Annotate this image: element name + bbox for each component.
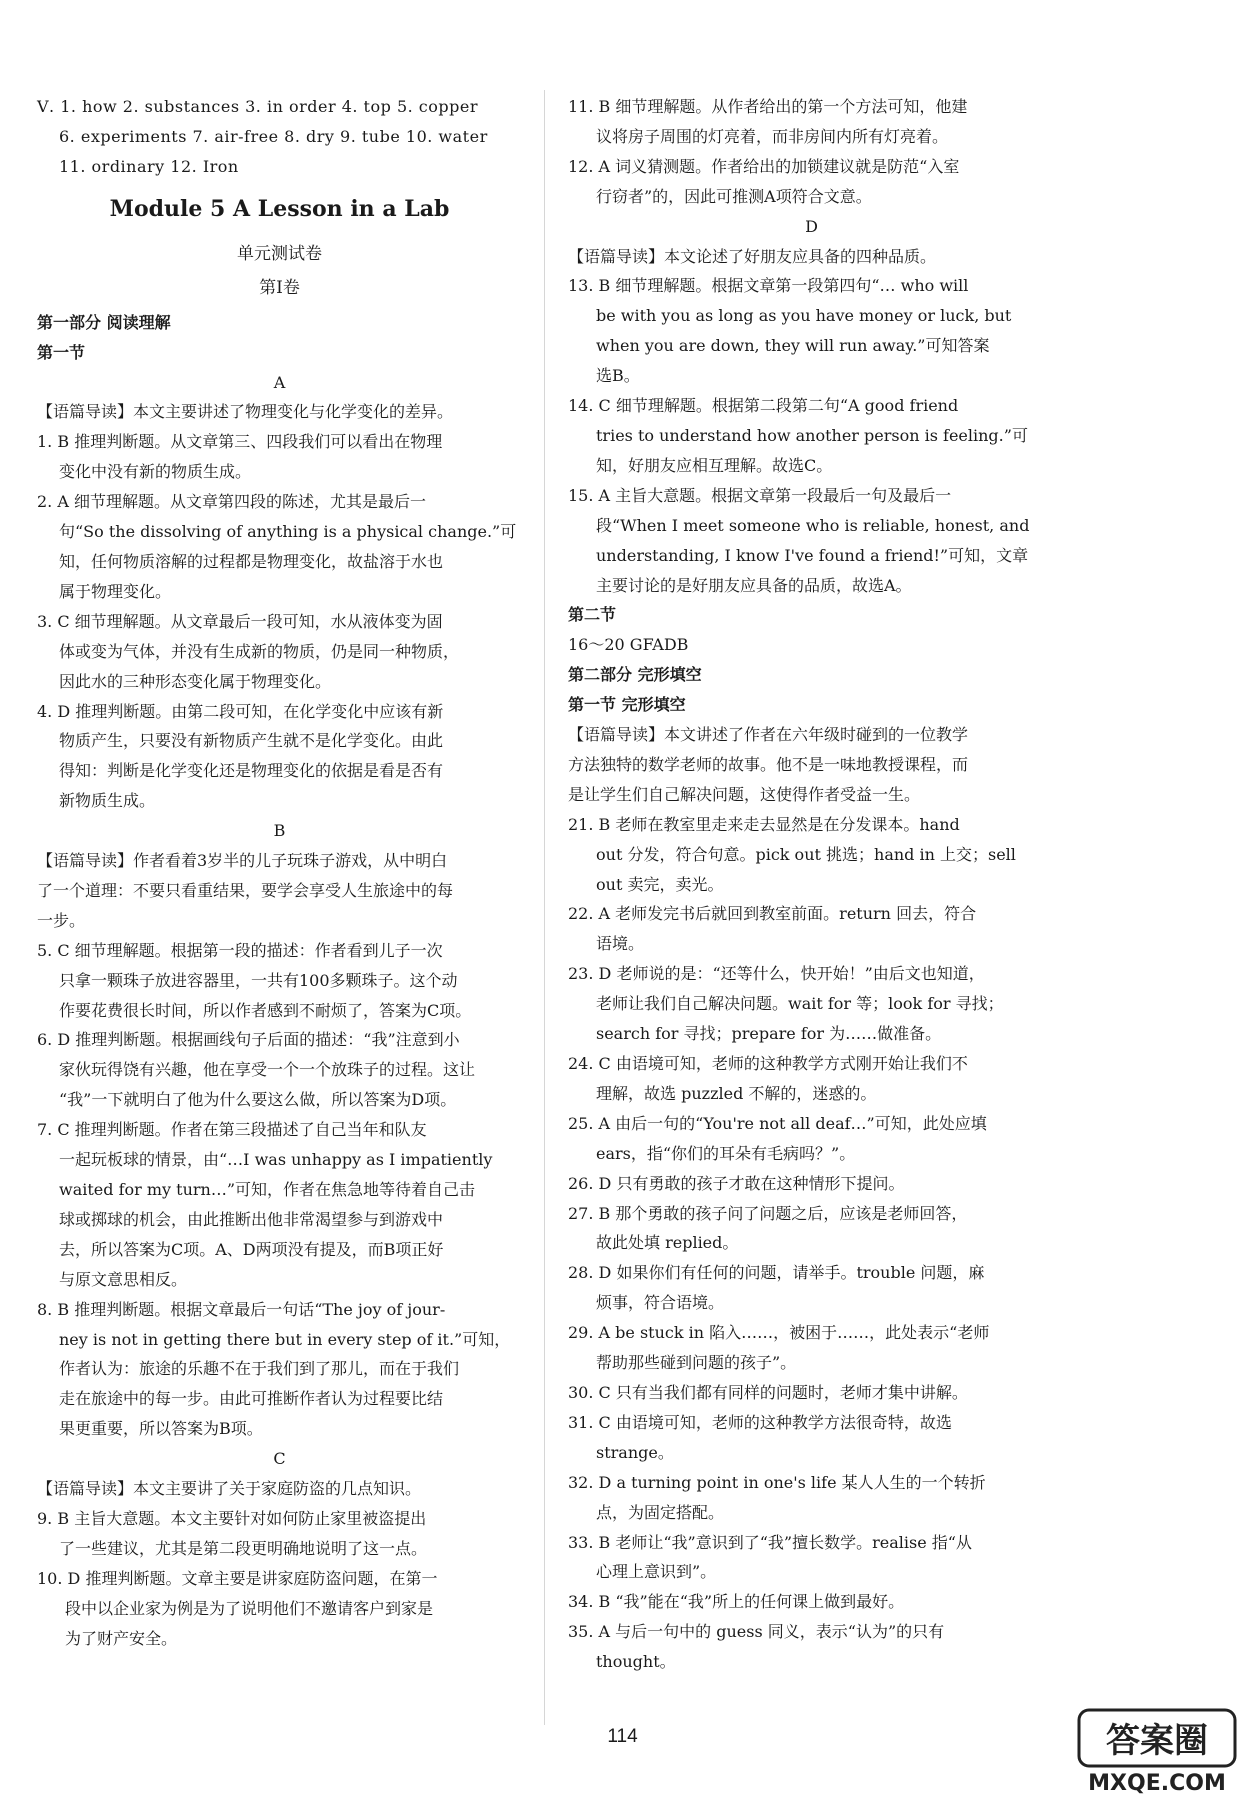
text-line: 烦事，符合语境。 — [596, 1293, 725, 1313]
text-line: 段中以企业家为例是为了说明他们不邀请客户到家是 — [65, 1598, 434, 1618]
text-line: 22. A 老师发完书后就回到教室前面。return 回去，符合 — [568, 904, 977, 924]
text-line: 方法独特的数学老师的故事。他不是一味地教授课程，而 — [568, 754, 969, 774]
text-line: 主要讨论的是好朋友应具备的品质，故选A。 — [596, 575, 912, 595]
v-line-3: 11. ordinary 12. Iron — [59, 156, 239, 176]
section-v-answers — [37, 92, 522, 182]
page-number: 114 — [607, 1726, 638, 1747]
text-line: when you are down, they will run away.”可知答案 — [596, 336, 990, 356]
section2-heading: 第二节 — [568, 605, 617, 625]
passage-a-label: A — [273, 372, 286, 392]
v-line-1: Ⅴ. 1. how 2. substances 3. in order 4. top 5. copper — [37, 97, 478, 116]
text-line: 与原文意思相反。 — [59, 1269, 188, 1289]
volume-heading: 第Ⅰ卷 — [259, 277, 300, 298]
text-line: ears，指“你们的耳朵有毛病吗？”。 — [596, 1143, 856, 1163]
text-line: 走在旅途中的每一步。由此可推断作者认为过程要比结 — [59, 1389, 444, 1409]
text-line: 24. C 由语境可知，老师的这种教学方式刚开始让我们不 — [568, 1054, 968, 1073]
text-line: 理解，故选 puzzled 不解的，迷惑的。 — [596, 1083, 877, 1103]
cloze-answers — [568, 720, 1055, 1677]
text-line: 33. B 老师让“我”意识到了“我”擅长数学。realise 指“从 — [568, 1532, 972, 1552]
text-line: 29. A be stuck in 陷入……，被困于……，此处表示“老师 — [568, 1323, 990, 1343]
section1-heading: 第一节 — [37, 342, 86, 362]
passage-b-label: B — [273, 821, 286, 841]
text-line: 15. A 主旨大意题。根据文章第一段最后一句及最后一 — [568, 485, 952, 505]
right-column — [568, 92, 1055, 1677]
text-line: 35. A 与后一句中的 guess 同义，表示“认为”的只有 — [568, 1622, 945, 1642]
text-line: 因此水的三种形态变化属于物理变化。 — [59, 671, 332, 691]
text-line: 14. C 细节理解题。根据第二段第二句“A good friend — [568, 396, 959, 416]
module-title: Module 5 A Lesson in a Lab — [109, 195, 450, 222]
watermark-top-text: 答案圈 — [1106, 1721, 1208, 1761]
text-line: 帮助那些碰到问题的孩子”。 — [596, 1353, 797, 1373]
text-line: ney is not in getting there but in every step of it.”可知， — [59, 1329, 511, 1349]
text-line: 28. D 如果你们有任何的问题，请举手。trouble 问题，麻 — [568, 1263, 985, 1283]
text-line: 一起玩板球的情景，由“…I was unhappy as I impatiently — [59, 1150, 493, 1170]
text-line: 34. B “我”能在“我”所上的任何课上做到最好。 — [568, 1592, 905, 1612]
text-line: 一步。 — [37, 910, 86, 930]
text-line: 得知：判断是化学变化还是物理变化的依据是看是否有 — [59, 761, 444, 781]
passage-b-answers — [37, 846, 522, 1444]
text-line: 球或掷球的机会，由此推断出他非常渴望参与到游戏中 — [59, 1209, 444, 1229]
text-line: 10. D 推理判断题。文章主要是讲家庭防盗问题，在第一 — [37, 1568, 438, 1588]
text-line: strange。 — [596, 1442, 674, 1462]
text-line: 了一些建议，尤其是第二段更明确地说明了这一点。 — [59, 1538, 428, 1558]
v-line-2: 6. experiments 7. air-free 8. dry 9. tube 10. water — [59, 126, 488, 146]
text-line: out 分发，符合句意。pick out 挑选；hand in 上交；sell — [596, 844, 1016, 864]
passage-c-label: C — [273, 1449, 286, 1469]
text-line: out 卖完，卖光。 — [596, 874, 724, 894]
text-line: 物质产生，只要没有新物质产生就不是化学变化。由此 — [59, 731, 444, 751]
text-line: 4. D 推理判断题。由第二段可知，在化学变化中应该有新 — [37, 701, 444, 721]
text-line: 7. C 推理判断题。作者在第三段描述了自己当年和队友 — [37, 1120, 427, 1140]
text-line: 家伙玩得饶有兴趣，他在享受一个一个放珠子的过程。这让 — [59, 1060, 476, 1080]
text-line: 【语篇导读】作者看着3岁半的儿子玩珠子游戏，从中明白 — [37, 851, 448, 871]
passage-c-continued — [568, 92, 1055, 212]
text-line: 25. A 由后一句的“You're not all deaf…”可知，此处应填 — [568, 1113, 987, 1133]
unit-test-heading: 单元测试卷 — [237, 243, 322, 264]
part2-heading: 第二部分 完形填空 — [568, 665, 702, 685]
text-line: 为了财产安全。 — [65, 1628, 178, 1648]
text-line: 选B。 — [596, 366, 640, 386]
text-line: “我”一下就明白了他为什么要这么做，所以答案为D项。 — [59, 1090, 457, 1110]
text-line: 9. B 主旨大意题。本文主要针对如何防止家里被盗提出 — [37, 1508, 427, 1528]
text-line: understanding, I know I've found a friend!”可知，文章 — [596, 545, 1029, 565]
watermark-logo — [1077, 1704, 1237, 1796]
text-line: 新物质生成。 — [59, 791, 156, 811]
text-line: 作要花费很长时间，所以作者感到不耐烦了，答案为C项。 — [59, 1000, 472, 1020]
text-line: 知，好朋友应相互理解。故选C。 — [596, 455, 833, 475]
text-line: 2. A 细节理解题。从文章第四段的陈述，尤其是最后一 — [37, 492, 426, 512]
text-line: search for 寻找；prepare for 为……做准备。 — [596, 1024, 942, 1044]
text-line: 知，任何物质溶解的过程都是物理变化，故盐溶于水也 — [59, 551, 444, 571]
text-line: waited for my turn…”可知，作者在焦急地等待着自己击 — [59, 1180, 476, 1199]
text-line: 【语篇导读】本文主要讲了关于家庭防盗的几点知识。 — [37, 1479, 422, 1499]
text-line: 6. D 推理判断题。根据画线句子后面的描述：“我”注意到小 — [37, 1030, 460, 1050]
text-line: 8. B 推理判断题。根据文章最后一句话“The joy of jour- — [37, 1299, 446, 1319]
text-line: 26. D 只有勇敢的孩子才敢在这种情形下提问。 — [568, 1173, 905, 1193]
text-line: 了一个道理：不要只看重结果，要学会享受人生旅途中的每 — [37, 880, 454, 900]
text-line: be with you as long as you have money or luck, but — [596, 306, 1012, 326]
text-line: 属于物理变化。 — [59, 581, 172, 601]
column-divider — [544, 90, 545, 1725]
text-line: 行窃者”的，因此可推测A项符合文意。 — [596, 186, 872, 206]
text-line: 32. D a turning point in one's life 某人人生的一个转折 — [568, 1472, 986, 1492]
left-column — [37, 92, 522, 1654]
text-line: tries to understand how another person is feeling.”可 — [596, 425, 1028, 445]
text-line: 点，为固定搭配。 — [596, 1502, 725, 1522]
text-line: 段“When I meet someone who is reliable, honest, and — [596, 515, 1030, 535]
text-line: 31. C 由语境可知，老师的这种教学方法很奇特，故选 — [568, 1412, 952, 1432]
text-line: 5. C 细节理解题。根据第一段的描述：作者看到儿子一次 — [37, 940, 443, 960]
text-line: 【语篇导读】本文论述了好朋友应具备的四种品质。 — [568, 246, 937, 266]
text-line: 23. D 老师说的是：“还等什么，快开始！”由后文也知道， — [568, 964, 985, 984]
text-line: 心理上意识到”。 — [596, 1562, 717, 1582]
text-line: 30. C 只有当我们都有同样的问题时，老师才集中讲解。 — [568, 1382, 968, 1402]
text-line: 是让学生们自己解决问题，这使得作者受益一生。 — [568, 784, 921, 804]
answers-16-20: 16～20 GFADB — [568, 635, 689, 655]
text-line: 体或变为气体，并没有生成新的物质，仍是同一种物质， — [59, 641, 460, 661]
cloze-section-heading: 第一节 完形填空 — [568, 695, 686, 715]
text-line: 变化中没有新的物质生成。 — [59, 462, 252, 482]
text-line: 1. B 推理判断题。从文章第三、四段我们可以看出在物理 — [37, 432, 443, 452]
watermark-bottom-text: MXQE.COM — [1088, 1771, 1226, 1796]
text-line: 27. B 那个勇敢的孩子问了问题之后，应该是老师回答， — [568, 1203, 968, 1223]
text-line: 【语篇导读】本文讲述了作者在六年级时碰到的一位教学 — [568, 725, 969, 745]
text-line: 作者认为：旅途的乐趣不在于我们到了那儿，而在于我们 — [59, 1359, 460, 1379]
passage-d-answers — [568, 242, 1055, 601]
text-line: 去，所以答案为C项。A、D两项没有提及，而B项正好 — [59, 1239, 444, 1259]
part1-heading: 第一部分 阅读理解 — [37, 312, 171, 332]
text-line: 3. C 细节理解题。从文章最后一段可知，水从液体变为固 — [37, 611, 443, 631]
passage-d-label: D — [805, 216, 818, 236]
text-line: 果更重要，所以答案为B项。 — [59, 1419, 263, 1439]
text-line: 13. B 细节理解题。根据文章第一段第四句“… who will — [568, 276, 969, 296]
text-line: 21. B 老师在教室里走来走去显然是在分发课本。hand — [568, 814, 960, 834]
text-line: 11. B 细节理解题。从作者给出的第一个方法可知，他建 — [568, 97, 968, 116]
text-line: 老师让我们自己解决问题。wait for 等；look for 寻找； — [596, 994, 1004, 1014]
text-line: 句“So the dissolving of anything is a physical change.”可 — [59, 522, 517, 542]
passage-c-answers — [37, 1474, 522, 1653]
text-line: 故此处填 replied。 — [596, 1233, 739, 1253]
text-line: 议将房子周围的灯亮着，而非房间内所有灯亮着。 — [596, 126, 949, 146]
text-line: 12. A 词义猜测题。作者给出的加锁建议就是防范“入室 — [568, 156, 960, 176]
text-line: 【语篇导读】本文主要讲述了物理变化与化学变化的差异。 — [37, 402, 454, 422]
text-line: 语境。 — [596, 934, 645, 954]
text-line: 只拿一颗珠子放进容器里，一共有100多颗珠子。这个动 — [59, 970, 458, 990]
text-line: thought。 — [596, 1652, 676, 1672]
passage-a-answers — [37, 397, 522, 816]
